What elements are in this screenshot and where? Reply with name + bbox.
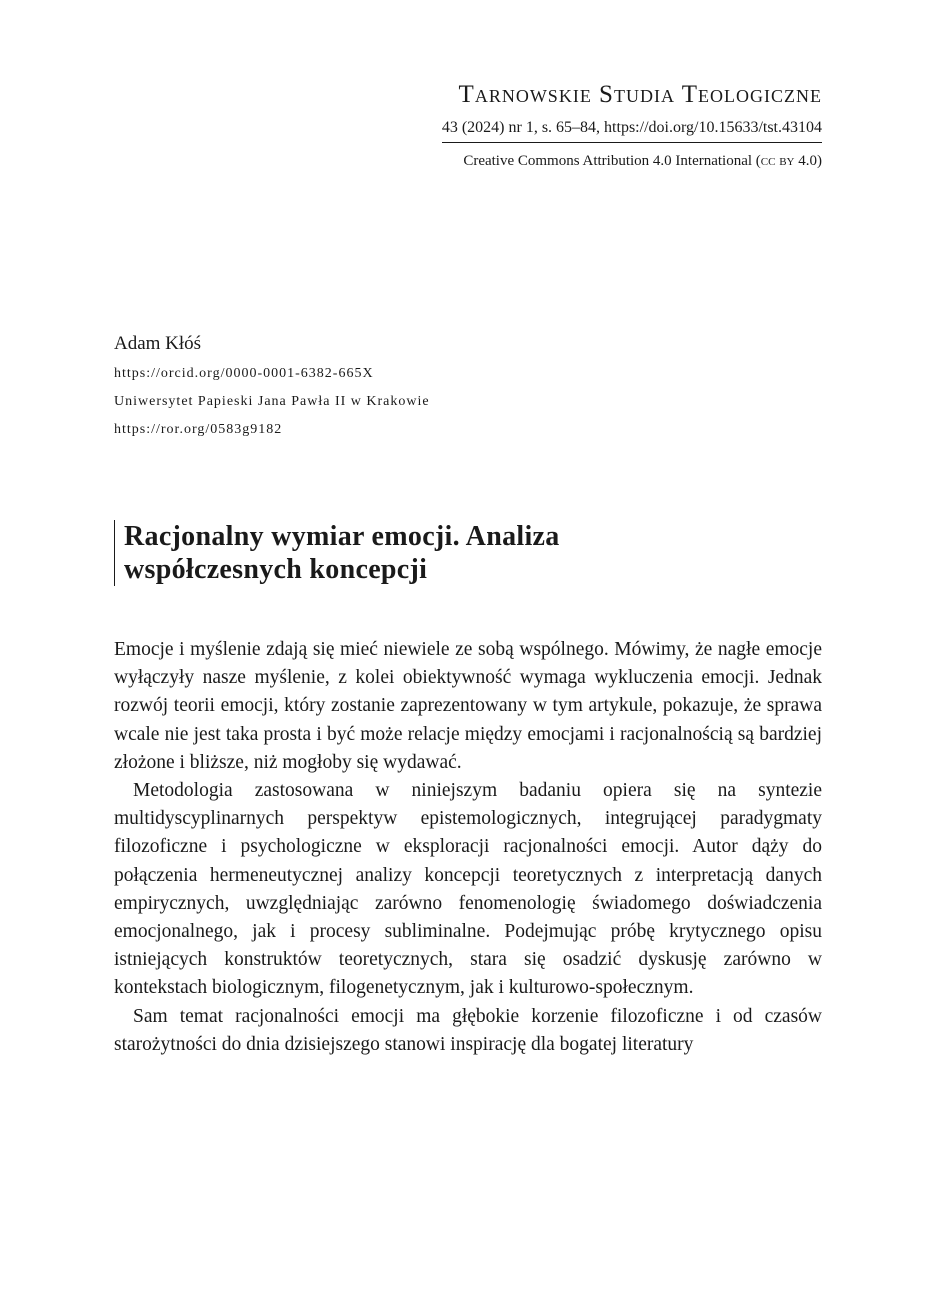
author-orcid-link[interactable]: https://orcid.org/0000-0001-6382-665X — [114, 366, 374, 381]
article-title-line-1: Racjonalny wymiar emocji. Analiza — [124, 521, 560, 552]
issue-doi-line[interactable]: 43 (2024) nr 1, s. 65–84, https://doi.org/10.15633/tst.43104 — [442, 118, 822, 143]
license-prefix: Creative Commons Attribution 4.0 International ( — [463, 153, 761, 169]
body-paragraph-1: Emocje i myślenie zdają się mieć niewiele ze sobą wspólnego. Mówimy, że nagłe emocje wyłączyły nasze myślenie, z kolei obiektywność wymaga wykluczenia emocji. Jednak rozwój teorii emocji, który zostanie zaprezentowany w tym artykule, pokazuje, że sprawa wcale nie jest taka prosta i być może relacje między emocjami i racjonalnością są bardziej złożone i bliższe, niż mogłoby się wydawać. — [114, 639, 822, 773]
license-abbrev: cc by — [760, 153, 795, 169]
journal-title: Tarnowskie Studia Teologiczne — [458, 81, 822, 108]
author-block — [114, 332, 430, 444]
article-title — [114, 520, 764, 586]
journal-header — [442, 80, 822, 171]
body-paragraph-2: Metodologia zastosowana w niniejszym badaniu opiera się na syntezie multidyscyplinarnych perspektyw epistemologicznych, integrującej paradygmaty filozoficzne i psychologiczne w eksploracji racjonalności emocji. Autor dąży do połączenia hermeneutycznej analizy koncepcji teoretycznych z interpretacją danych empirycznych, uwzględniając zarówno fenomenologię świadomego doświadczenia emocjonalnego, jak i procesy subliminalne. Podejmując próbę krytycznego opisu istniejących konstruktów teoretycznych, stara się osadzić dyskusję zarówno w kontekstach biologicznym, filogenetycznym, jak i kulturowo-społecznym. — [114, 780, 822, 999]
license-line — [442, 151, 822, 171]
article-body — [114, 636, 822, 1059]
license-suffix: 4.0) — [794, 153, 822, 169]
author-ror-link[interactable]: https://ror.org/0583g9182 — [114, 422, 283, 437]
article-title-line-2: współczesnych koncepcji — [124, 554, 428, 585]
author-affiliation: Uniwersytet Papieski Jana Pawła II w Krakowie — [114, 394, 430, 409]
author-name: Adam Kłóś — [114, 333, 202, 354]
body-paragraph-3: Sam temat racjonalności emocji ma głębokie korzenie filozoficzne i od czasów starożytności do dnia dzisiejszego stanowi inspirację dla bogatej literatury — [114, 1005, 822, 1055]
